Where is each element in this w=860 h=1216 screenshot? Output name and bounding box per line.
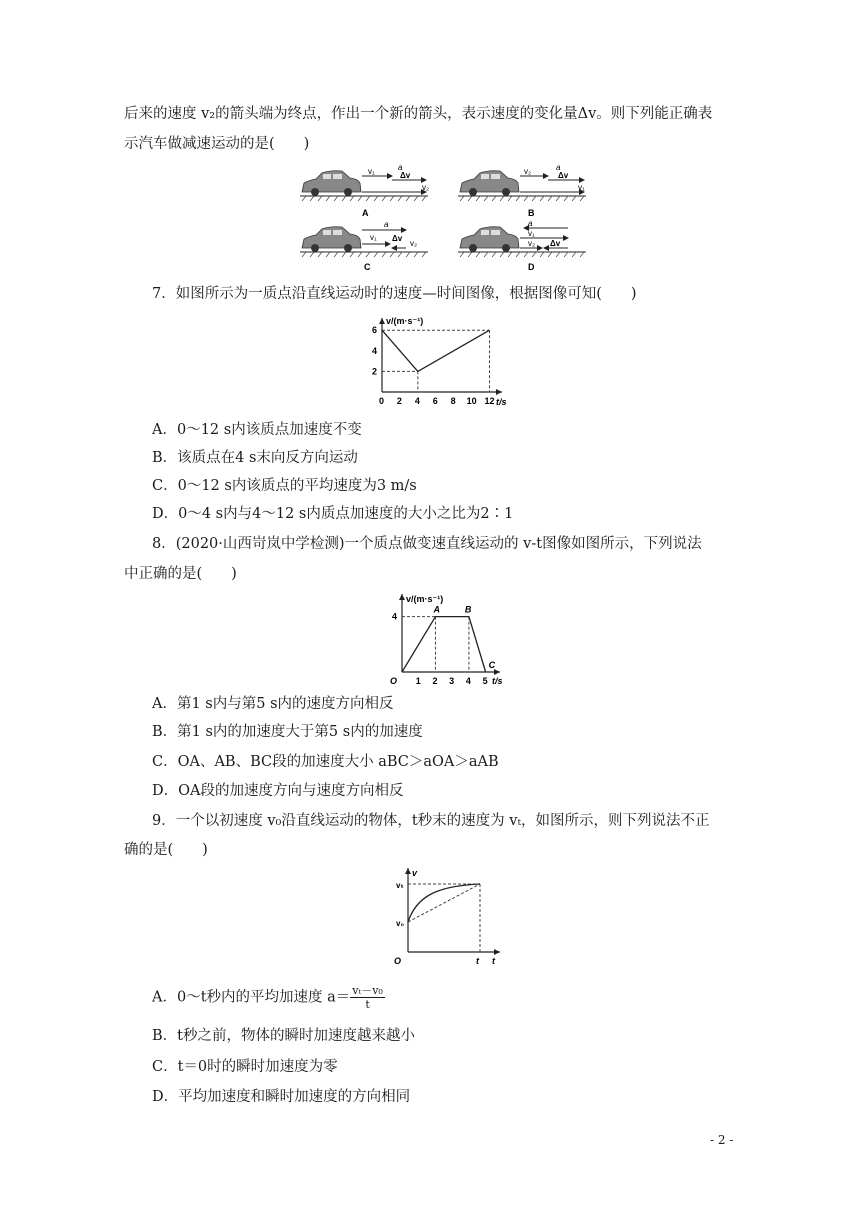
q7-option-a: A．0～12 s内该质点加速度不变 — [152, 422, 362, 438]
arrow-label: v₁ — [370, 233, 377, 242]
x-axis-arrow — [496, 389, 502, 395]
arrow-label: v₂ — [422, 183, 430, 192]
option-letter: A — [362, 208, 369, 218]
q9-option-a — [152, 984, 385, 1011]
q7-option-d: D．0～4 s内与4～12 s内质点加速度的大小之比为2∶1 — [152, 506, 514, 522]
arrow-label: v₁ — [368, 167, 375, 176]
velocity-line — [382, 330, 490, 371]
y-axis-arrow — [405, 868, 411, 874]
y-tick-label: 6 — [372, 325, 378, 336]
intro-line-2: 示汽车做减速运动的是( ) — [124, 136, 310, 152]
arrow-label: a — [398, 163, 403, 172]
q9-stem-line-2: 确的是( ) — [124, 842, 208, 858]
x-tick-label: 2 — [432, 676, 438, 686]
x-tick-label: 3 — [449, 676, 455, 686]
y-axis-label: v — [412, 868, 418, 878]
q8-option-d: D．OA段的加速度方向与速度方向相反 — [152, 783, 404, 799]
point-label: A — [433, 604, 440, 615]
y-axis-arrow — [399, 594, 405, 600]
y-tick-label: 4 — [392, 611, 398, 622]
x-tick-label: 4 — [414, 396, 420, 406]
y-tick-label: vₜ — [396, 881, 404, 890]
option-letter: B — [528, 208, 535, 218]
intro-line-1: 后来的速度 v₂的箭头端为终点，作出一个新的箭头，表示速度的变化量Δv。则下列能正确表 — [124, 106, 713, 122]
q9-vt-chart — [388, 862, 508, 970]
arrow-label: Δv — [392, 234, 403, 243]
q7-stem: 7．如图所示为一质点沿直线运动时的速度—时间图像，根据图像可知( ) — [152, 286, 637, 302]
x-tick-label: t — [476, 956, 479, 966]
point-label: B — [464, 604, 472, 615]
fraction — [350, 984, 385, 1011]
x-tick-label: 1 — [415, 676, 421, 686]
arrow-label: Δv — [400, 171, 411, 180]
arrow-label: v₂ — [528, 239, 536, 248]
page-number: - 2 - — [710, 1133, 734, 1147]
point-label: C — [488, 660, 496, 670]
arrow-label: v₁ — [528, 229, 535, 238]
arrow-label: v₂ — [410, 239, 418, 248]
x-tick-label: 0 — [379, 396, 385, 406]
x-tick-label: 8 — [450, 396, 456, 406]
y-tick-label: 4 — [372, 345, 378, 356]
arrow-label: a — [528, 219, 533, 228]
x-tick-label: 5 — [482, 676, 488, 686]
x-axis-label: t/s — [496, 397, 507, 407]
arrow-label: v₁ — [578, 183, 585, 192]
x-tick-label: 4 — [465, 676, 471, 686]
q7-vt-chart — [350, 312, 510, 412]
arrow-label: v₂ — [524, 167, 532, 176]
option-letter: D — [528, 262, 535, 272]
x-axis-label: t/s — [492, 676, 503, 686]
option-letter: C — [364, 262, 371, 272]
q9-stem-line-1: 9．一个以初速度 v₀沿直线运动的物体，t秒末的速度为 vₜ，如图所示，则下列说法不正 — [152, 813, 710, 829]
x-axis-arrow — [494, 949, 500, 955]
x-tick-label: 10 — [466, 396, 477, 406]
velocity-line — [402, 617, 486, 672]
y-tick-label: v₀ — [396, 919, 405, 928]
option-c-panel — [300, 220, 428, 272]
q9-option-d: D．平均加速度和瞬时加速度的方向相同 — [152, 1089, 411, 1105]
q8-option-b: B．第1 s内的加速度大于第5 s内的加速度 — [152, 724, 423, 740]
q8-vt-chart — [378, 588, 508, 688]
q8-option-c: C．OA、AB、BC段的加速度大小 aBC＞aOA＞aAB — [152, 754, 499, 770]
x-tick-label: 6 — [432, 396, 438, 406]
fraction-denominator: t — [365, 998, 370, 1011]
arrow-label: a — [384, 220, 389, 229]
q8-option-a: A．第1 s内与第5 s内的速度方向相反 — [152, 696, 394, 712]
y-axis-label: v/(m·s⁻¹) — [386, 316, 424, 326]
option-d-panel — [458, 219, 586, 272]
q9-option-b: B．t秒之前，物体的瞬时加速度越来越小 — [152, 1028, 415, 1044]
origin-label: O — [394, 956, 402, 966]
arrow-label: a — [556, 163, 561, 172]
fraction-numerator: vₜ－v₀ — [352, 984, 383, 997]
x-tick-label: 12 — [484, 396, 495, 406]
y-tick-label: 2 — [372, 366, 378, 377]
x-axis-label: t — [492, 956, 495, 966]
arrow-label: Δv — [558, 171, 569, 180]
q9-option-a-prefix: A．0～t秒内的平均加速度 a＝ — [152, 989, 351, 1006]
q7-option-b: B．该质点在4 s末向反方向运动 — [152, 450, 358, 466]
arrow-label: Δv — [550, 239, 561, 248]
x-tick-label: O — [390, 676, 398, 686]
q7-option-c: C．0～12 s内该质点的平均速度为3 m/s — [152, 478, 417, 494]
y-axis-arrow — [379, 318, 385, 324]
x-tick-label: 2 — [396, 396, 402, 406]
car-vector-figure — [290, 160, 590, 275]
option-b-panel — [458, 163, 586, 218]
q8-stem-line-2: 中正确的是( ) — [124, 566, 237, 582]
option-a-panel — [300, 163, 429, 218]
y-axis-label: v/(m·s⁻¹) — [406, 594, 444, 604]
q8-stem-line-1: 8．(2020·山西岢岚中学检测)一个质点做变速直线运动的 v-t图像如图所示，下列说法 — [152, 536, 702, 552]
q9-option-c: C．t＝0时的瞬时加速度为零 — [152, 1059, 338, 1075]
